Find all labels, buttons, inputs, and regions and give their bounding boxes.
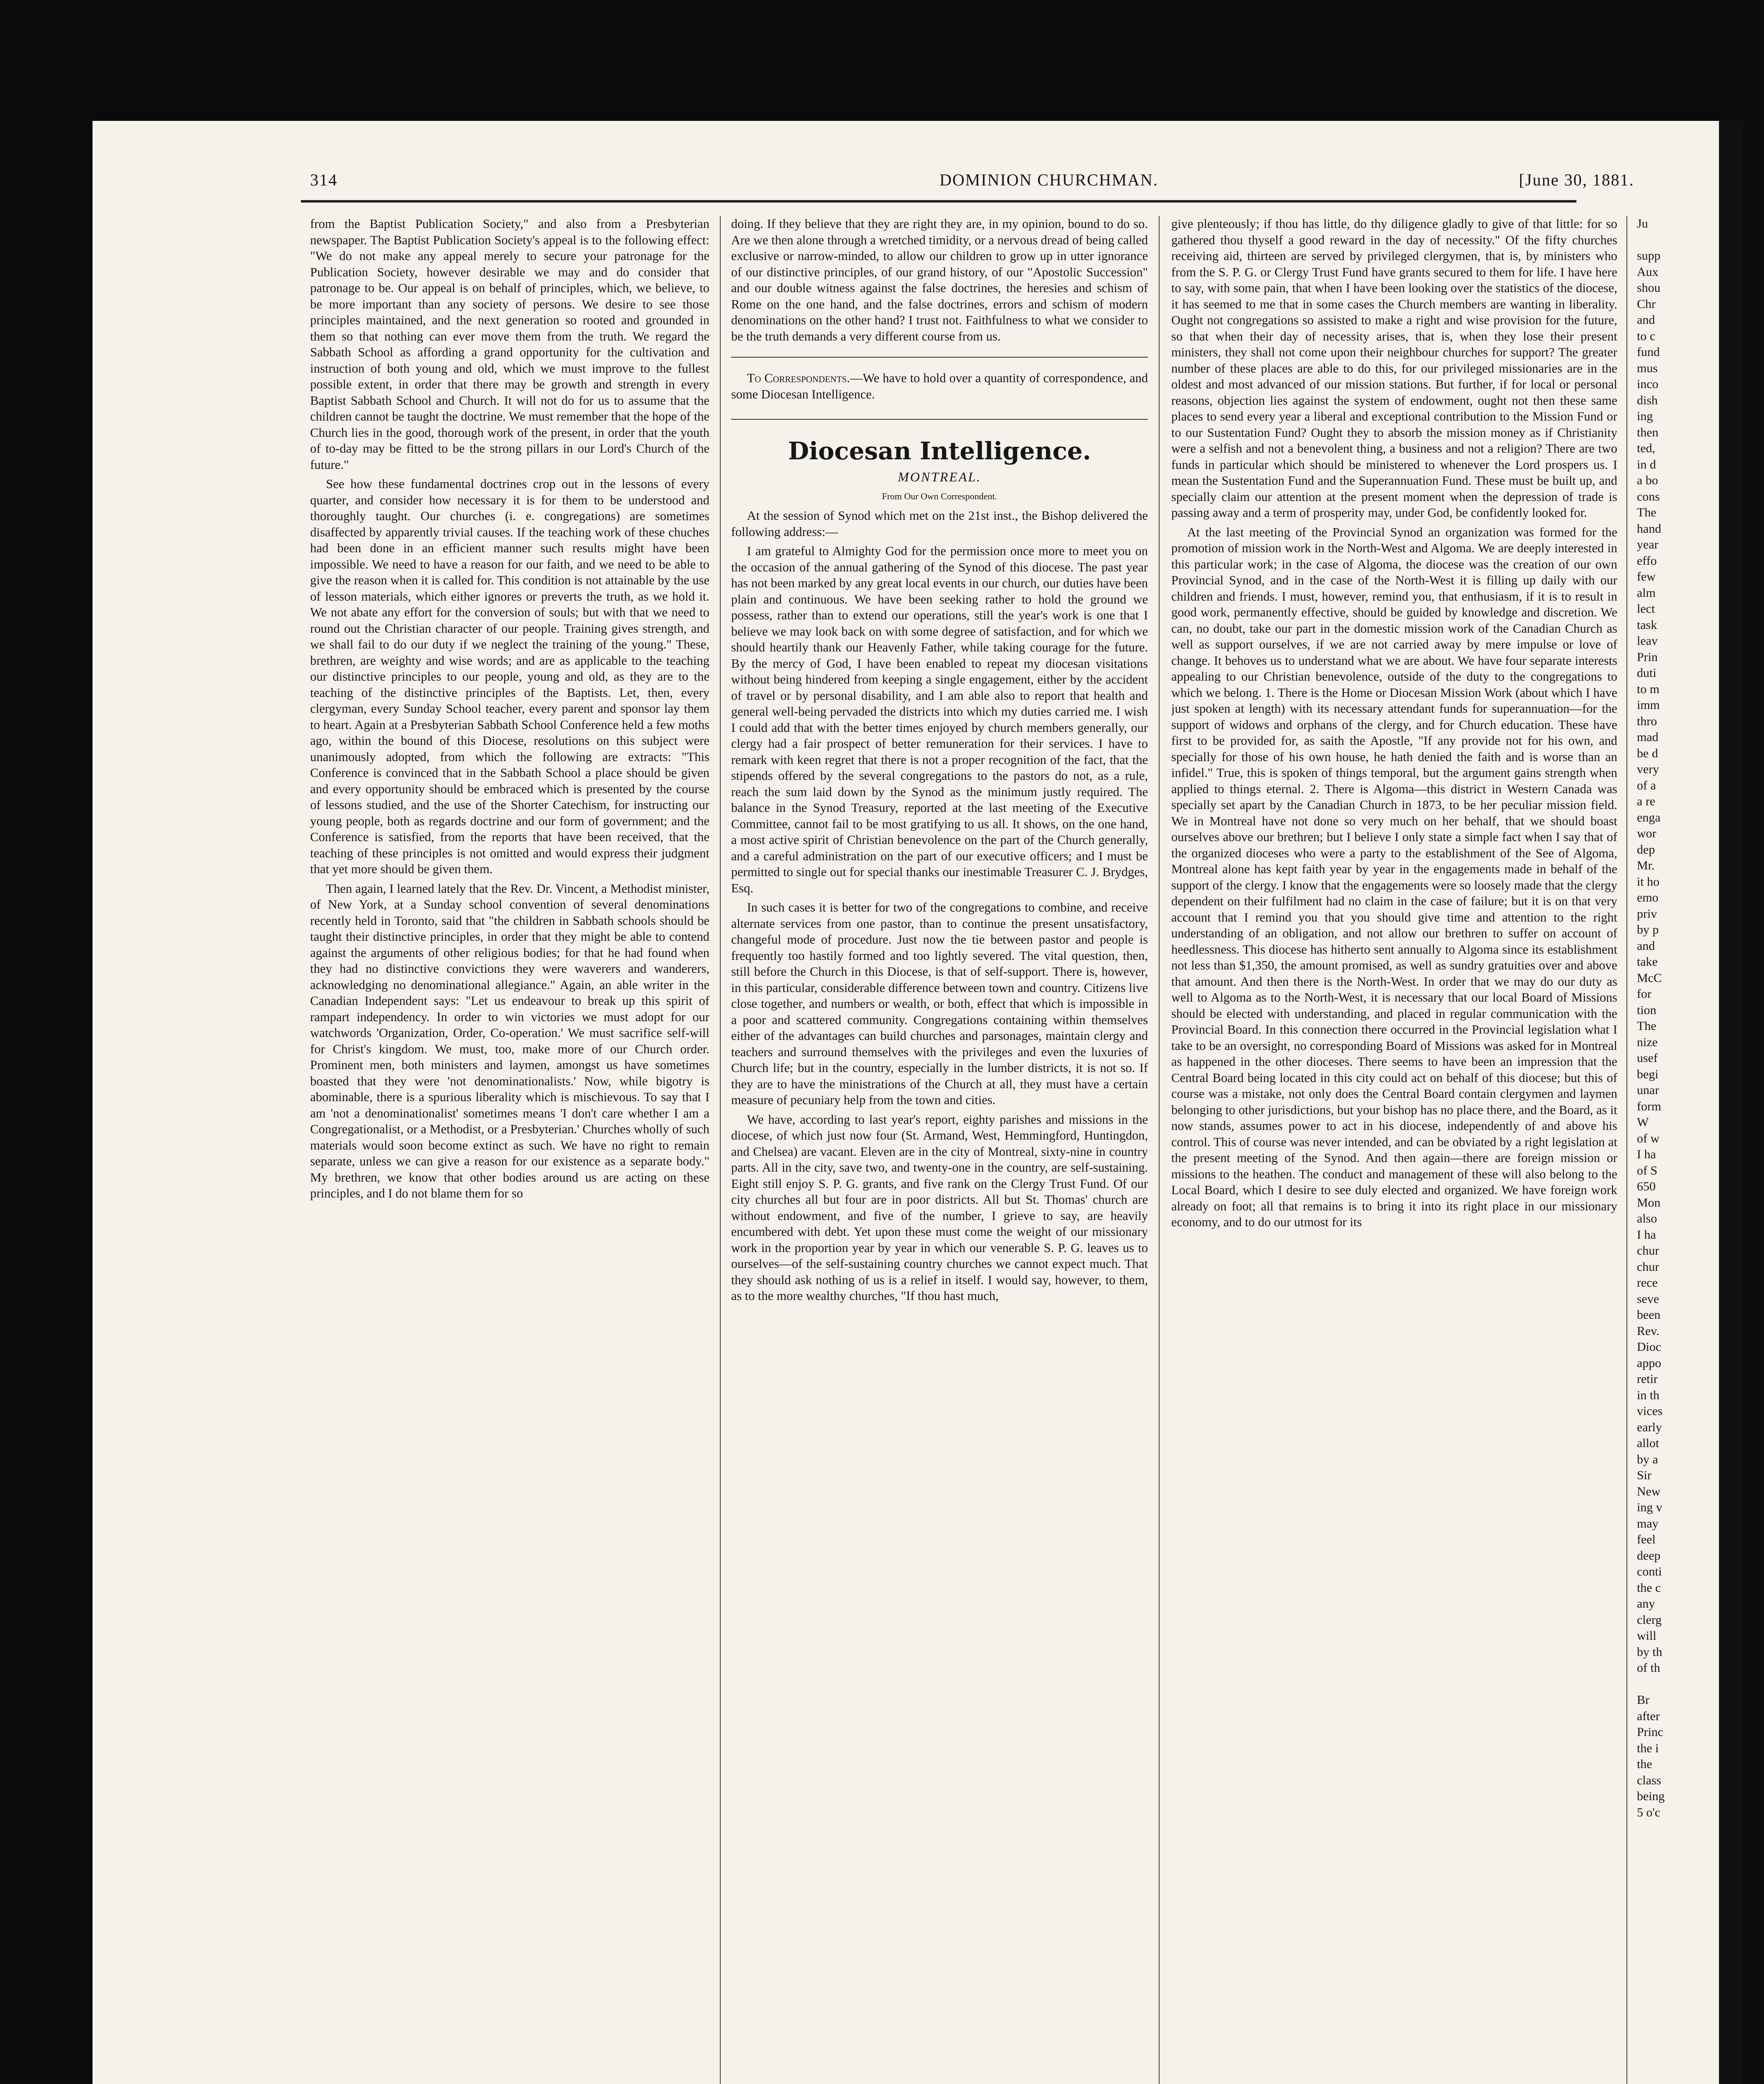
- cropped-line: I ha: [1637, 1227, 1656, 1242]
- cropped-line: to m: [1637, 682, 1660, 696]
- cropped-line: by p: [1637, 923, 1659, 937]
- cropped-line: shou: [1637, 281, 1661, 295]
- cropped-line: Sir: [1637, 1468, 1652, 1482]
- paragraph: Then again, I learned lately that the Rev. Dr. Vincent, a Methodist minister, of New York, at a Sunday school convention of several denominations recently held in Toronto, said that "the children in Sabbath schools should be taught their distinctive principles, in order that they might be able to contend against the arguments of other religious bodies; for that he had found when they had no distinctive convictions they were waverers and wanderers, acknowledging no denominational allegiance." Again, an able writer in the Canadian Independent says: "Let us endeavour to break up this spirit of rampart independency. In order to win victories we must adopt for our watchwords 'Organization, Order, Co-operation.' We must sacrifice self-will for Christ's kingdom. We must, too, make more of our Church order. Prominent men, both ministers and laymen, amongst us have sometimes boasted that they were 'not denominationalists.' Now, while bigotry is abominable, there is a spurious liberality which is mischievous. To say that I am 'not a denominationalist' sometimes means 'I don't care whether I am a Congregationalist, or a Methodist, or a Presbyterian.' Churches wholly of such materials would soon become extinct as such. We have no right to remain separate, unless we can give a reason for our existence as a separate body." My brethren, we know that other bodies around us are acting on these principles, and I do not blame them for so: [310, 881, 709, 1200]
- paragraph: I am grateful to Almighty God for the permission once more to meet you on the occasion of the annual gathering of the Synod of this diocese. The past year has not been marked by any great local events in our church, our duties have been plain and continuous. We have been seeking rather to hold the ground we possess, rather than to extend our operations, still the year's work is one that I believe we may look back on with some degree of satisfaction, and for which we should heartily thank our Heavenly Father, while taking courage for the future. By the mercy of God, I have been enabled to repeat my diocesan visitations without being hindered from keeping a single engagement, either by the accident of travel or by personal disability, and I am able also to report that health and general well-being pervaded the districts into which my duties carried me. I wish I could add that with the better times enjoyed by church members generally, our clergy had a fair prospect of better remuneration for their services. I have to remark with keen regret that there is not a proper recognition of the fact, that the stipends offered by the several congregations to the pastors do not, as a rule, reach the sum laid down by the Synod as the minimum justly required. The balance in the Synod Treasury, reported at the last meeting of the Executive Committee, cannot fail to be most gratifying to us all. It shows, on the one hand, a most active spirit of Christian benevolence on the part of the Church generally, and a careful administration on the part of our executive officers; and I must be permitted to single out for special thanks our inestimable Treasurer C. J. Brydges, Esq.: [731, 544, 1148, 895]
- cropped-line: Prin: [1637, 650, 1658, 664]
- cropped-line: may: [1637, 1516, 1659, 1530]
- cropped-line: very: [1637, 762, 1659, 776]
- cropped-line: the: [1637, 1757, 1652, 1771]
- cropped-line: effo: [1637, 554, 1657, 568]
- cropped-line: fund: [1637, 345, 1660, 359]
- cropped-line: in th: [1637, 1388, 1660, 1402]
- cropped-line: then: [1637, 425, 1659, 439]
- cropped-line: of a: [1637, 778, 1656, 792]
- cropped-line: 5 o'c: [1637, 1805, 1661, 1819]
- cropped-line: dep: [1637, 842, 1655, 857]
- cropped-line: a bo: [1637, 473, 1658, 487]
- column-1: [310, 216, 709, 2084]
- cropped-line: mad: [1637, 730, 1659, 744]
- cropped-line: chur: [1637, 1260, 1659, 1274]
- cropped-line: ted,: [1637, 441, 1656, 455]
- cropped-line: leav: [1637, 634, 1658, 648]
- cropped-line: mus: [1637, 361, 1658, 375]
- cropped-line: New: [1637, 1484, 1661, 1498]
- cropped-line: clerg: [1637, 1613, 1662, 1627]
- cropped-line: any: [1637, 1597, 1655, 1611]
- cropped-line: retir: [1637, 1372, 1658, 1386]
- scan-edge: [1719, 121, 1743, 2084]
- section-title: Diocesan Intelligence.: [788, 437, 1091, 465]
- cropped-line: of w: [1637, 1131, 1660, 1145]
- paragraph: In such cases it is better for two of the congregations to combine, and receive alternate services from one pastor, than to continue the present unsatisfactory, changeful mode of procedure. Just now the tie between pastor and people is frequently too hastily formed and too lightly severed. The vital question, then, still before the Church in this Diocese, is that of self-support. There is, however, in this particular, considerable difference between town and country. Citizens live close together, and numbers or wealth, or both, effect that which is impossible in a poor and scattered community. Congregations containing within themselves either of the advantages can build churches and parsonages, maintain clergy and teachers and surround themselves with the privileges and even the luxuries of Church life; but in the country, especially in the lumber districts, it is not so. If they are to have the ministrations of the Church at all, they must have a certain measure of pecuniary help from the town and cities.: [731, 900, 1148, 1107]
- cropped-line: conti: [1637, 1565, 1662, 1578]
- cropped-line: ing v: [1637, 1500, 1662, 1514]
- cropped-line: cons: [1637, 489, 1660, 503]
- cropped-line: Br: [1637, 1693, 1649, 1707]
- cropped-line: alm: [1637, 586, 1656, 600]
- correspondents-notice: [731, 370, 1148, 402]
- cropped-line: wor: [1637, 827, 1656, 840]
- cropped-line: Princ: [1637, 1725, 1664, 1739]
- cropped-line: rece: [1637, 1276, 1658, 1290]
- cropped-line: the i: [1637, 1741, 1659, 1755]
- cropped-line: Ju: [1637, 217, 1648, 230]
- cropped-line: Chr: [1637, 297, 1656, 311]
- cropped-line: to c: [1637, 329, 1656, 343]
- cropped-line: Mr.: [1637, 859, 1655, 872]
- cropped-line: unar: [1637, 1083, 1659, 1097]
- cropped-line: The: [1637, 506, 1656, 519]
- column-rule: [720, 216, 721, 2084]
- column-3: [1171, 216, 1617, 2084]
- cropped-line: for: [1637, 987, 1651, 1001]
- cropped-line: form: [1637, 1099, 1661, 1113]
- column-4-cropped: [1637, 216, 1720, 2084]
- cropped-line: dish: [1637, 393, 1658, 407]
- cropped-line: hand: [1637, 521, 1661, 536]
- cropped-line: after: [1637, 1709, 1660, 1723]
- cropped-line: nize: [1637, 1035, 1658, 1049]
- cropped-line: I ha: [1637, 1147, 1656, 1161]
- cropped-line: begi: [1637, 1067, 1659, 1081]
- cropped-line: duti: [1637, 666, 1656, 680]
- cropped-line: Rev.: [1637, 1324, 1659, 1338]
- cropped-line: McC: [1637, 971, 1662, 985]
- cropped-line: and: [1637, 313, 1655, 327]
- column-2: [731, 216, 1148, 2084]
- cropped-line: being: [1637, 1789, 1665, 1803]
- cropped-line: be d: [1637, 746, 1658, 760]
- cropped-line: priv: [1637, 907, 1657, 921]
- divider: [731, 357, 1148, 358]
- cropped-line: chur: [1637, 1244, 1659, 1257]
- issue-date: [June 30, 1881.: [1519, 170, 1634, 189]
- cropped-line: it ho: [1637, 874, 1660, 889]
- paper-title: DOMINION CHURCHMAN.: [940, 170, 1158, 189]
- page-header: [310, 170, 1743, 195]
- cropped-line: appo: [1637, 1356, 1661, 1370]
- cropped-line: Dioc: [1637, 1340, 1661, 1354]
- header-rule: [301, 200, 1576, 203]
- cropped-line: Mon: [1637, 1195, 1661, 1210]
- paragraph: See how these fundamental doctrines crop out in the lessons of every quarter, and consider how necessary it is for them to be understood and thoroughly taught. Our churches (i. e. congregations) are sometimes disaffected by apparently trivial causes. If the teaching work of these chuches had been done in an efficient manner such results might have been impossible. We need to have a reason for our faith, and we need to be able to give the reason when it is called for. This condition is not attainable by the use of lesson materials, which either ignores or preverts the truth, as we hold it. We not abate any effort for the conversion of souls; but with that we need to round out the Christian character of our people. Training gives strength, and we shall fail to do our duty if we neglect the training of the young." These, brethren, are weighty and wise words; and are as applicable to the teaching our distinctive principles to our people, young and old, as they are to the teaching of the distinctive principles of the Baptists. Let, then, every clergyman, every Sunday School teacher, every parent and sponsor lay them to heart. Again at a Presbyterian Sabbath School Conference held a few moths ago, within the bound of this Diocese, resolutions on this subject were unanimously adopted, from which the following are extracts: "This Conference is convinced that in the Sabbath School a place should be given and every opportunity should be embraced which is presented by the course of lessons studied, and the use of the Shorter Catechism, for instructing our young people, both as regards doctrine and our form of government; and the Conference is satisfied, from the reports that have been received, that the teaching of these principles is not omitted and would express their judgment that yet more should be given them.: [310, 477, 709, 876]
- paragraph: give plenteously; if thou has little, do thy diligence gladly to give of that little: for so gathered thou thyself a good reward in the day of necessity." Of the fifty churches receiving aid, thirteen are served by privileged clergymen, that is, by ministers who from the S. P. G. or Clergy Trust Fund have grants secured to them for life. I have here to say, with some pain, that when I have been looking over the statistics of the diocese, it has seemed to me that in some cases the Church members are wanting in liberality. Ought not congregations so assisted to make a right and wise provision for the future, so that when their day of necessity arises, that is, when they lose their present ministers, they shall not come upon their neighbour churches for support? The greater number of these places are able to do this, for our privileged missionaries are in the oldest and most advanced of our mission stations. But further, if for local or personal reasons, objection lies against the system of endowment, ought not then these same places to send every year a liberal and exceptional contribution to the Mission Fund or to our Sustentation Fund? Ought they to absorb the mission money as if Christianity were a selfish and not a benevolent thing, a business and not a religion? There are two funds in particular which should be ministered to whenever the Lord prospers us. I mean the Sustentation Fund and the Superannuation Fund. These must be built up, and specially claim our attention at the present moment when the depression of trade is passing away and a term of prosperity may, under God, be confidently looked for.: [1171, 217, 1617, 520]
- cropped-line: enga: [1637, 810, 1661, 824]
- cropped-line: take: [1637, 955, 1658, 969]
- cropped-line: feel: [1637, 1533, 1656, 1546]
- cropped-line: the c: [1637, 1581, 1661, 1595]
- correspondents-label: To Correspondents.: [747, 371, 850, 385]
- dateline: MONTREAL.: [897, 469, 982, 484]
- paragraph: At the session of Synod which met on the 21st inst., the Bishop delivered the following address:—: [731, 508, 1148, 539]
- cropped-line: tion: [1637, 1003, 1656, 1017]
- cropped-line: by th: [1637, 1645, 1662, 1659]
- column-rule: [1159, 216, 1160, 2084]
- cropped-line: seve: [1637, 1292, 1659, 1306]
- cropped-line: year: [1637, 538, 1659, 551]
- cropped-line: usef: [1637, 1051, 1658, 1065]
- cropped-line: 650: [1637, 1180, 1656, 1193]
- cropped-line: early: [1637, 1420, 1662, 1434]
- cropped-line: a re: [1637, 794, 1656, 808]
- cropped-line: emo: [1637, 891, 1659, 904]
- cropped-line: of th: [1637, 1661, 1660, 1675]
- correspondents-text: —We have to hold over a quantity of correspondence, and some Diocesan Intelligence.: [731, 371, 1148, 401]
- cropped-line: in d: [1637, 457, 1656, 471]
- paragraph: from the Baptist Publication Society," and also from a Presbyterian newspaper. The Baptist Publication Society's appeal is to the following effect: "We do not make any appeal merely to secure your patronage for the Publication Society, however desirable we may and do consider that patronage to be. Our appeal is on behalf of principles, which, we believe, to be more important than any society of persons. We desire to see those principles maintained, and the next generation so rooted and grounded in them so that nothing can ever move them from the truth. We regard the Sabbath School as affording a grand opportunity for the cultivation and instruction of both young and old, which we must improve to the fullest possible extent, in order that there may be growth and strength in every Baptist Sabbath School and Church. It will not do for us to assume that the children cannot be taught the doctrine. We must remember that the hope of the Church lies in the good, thorough work of the present, in order that the youth of to-day may be fitted to be the strong pillars in our Lord's Church of the future.": [310, 217, 709, 472]
- cropped-line: inco: [1637, 377, 1659, 391]
- cropped-line: [1637, 232, 1720, 248]
- cropped-line: will: [1637, 1629, 1656, 1643]
- cropped-line: been: [1637, 1308, 1661, 1322]
- cropped-line: vices: [1637, 1404, 1663, 1418]
- cropped-line: also: [1637, 1212, 1657, 1225]
- divider: [731, 419, 1148, 420]
- paragraph: doing. If they believe that they are right they are, in my opinion, bound to do so. Are we then alone through a wretched timidity, or a nervous dread of being called exclusive or narrow-minded, to allow our children to grow up in utter ignorance of our distinctive principles, of our grand history, of our "Apostolic Succession" and our double witness against the false doctrines, the heresies and schism of Rome on the one hand, and the false doctrines, errors and schism of modern denominations on the other hand? I trust not. Faithfulness to what we consider to be the truth demands a very different course from us.: [731, 217, 1148, 343]
- page-number: 314: [310, 170, 338, 189]
- cropped-line: and: [1637, 939, 1655, 953]
- cropped-line: of S: [1637, 1163, 1658, 1177]
- cropped-line: [1637, 1676, 1720, 1693]
- cropped-line: class: [1637, 1773, 1661, 1787]
- cropped-line: The: [1637, 1019, 1656, 1033]
- cropped-line: deep: [1637, 1548, 1661, 1563]
- byline: From Our Own Correspondent.: [882, 491, 997, 501]
- column-rule: [1626, 216, 1627, 2084]
- cropped-line: lect: [1637, 602, 1655, 616]
- cropped-line: by a: [1637, 1452, 1658, 1466]
- cropped-line: imm: [1637, 698, 1660, 712]
- paragraph: We have, according to last year's report, eighty parishes and missions in the diocese, of which just now four (St. Armand, West, Hemmingford, Huntingdon, and Chelsea) are vacant. Eleven are in the city of Montreal, sixty-nine in country parts. All in the city, save two, and twenty-one in the country, are self-sustaining. Eight still enjoy S. P. G. grants, and five rank on the Clergy Trust Fund. Of our city churches all but four are in poor districts. All but St. Thomas' church are without endowment, and five of the number, I grieve to say, are heavily encumbered with debt. Yet upon these must come the weight of our missionary work in the proportion year by year in which our venerable S. P. G. leaves us to ourselves—of the self-sustaining country churches we cannot expect much. That they should ask nothing of us is a relief in itself. I would say, however, to them, as to the more wealthy churches, "If thou hast much,: [731, 1112, 1148, 1303]
- cropped-line: allot: [1637, 1436, 1659, 1450]
- newspaper-page: [93, 121, 1743, 2084]
- cropped-line: ing: [1637, 409, 1653, 423]
- cropped-line: thro: [1637, 714, 1657, 728]
- cropped-line: W: [1637, 1115, 1649, 1129]
- cropped-line: Aux: [1637, 265, 1659, 279]
- cropped-line: supp: [1637, 249, 1661, 263]
- cropped-line: task: [1637, 618, 1657, 632]
- paragraph: At the last meeting of the Provincial Synod an organization was formed for the promotion of mission work in the North-West and Algoma. We are deeply interested in this particular work; in the case of Algoma, the diocese was the creation of our own Provincial Synod, and in the case of the North-West it is filling up daily with our children and friends. I must, however, remind you, that enthusiasm, if it is to result in good work, permanently effective, should be guided by knowledge and discretion. We can, no doubt, take our part in the domestic mission work of the Canadian Church as well as support ourselves, if we are not carried away by mere impulse or love of change. It behoves us to understand what we are about. We have four separate interests appealing to our Christian benevolence, outside of the duty to the congregations to which we belong. 1. There is the Home or Diocesan Mission Work (about which I have just spoken at length) with its necessary attendant funds for superannuation—for the support of widows and orphans of the clergy, and for Church education. These have first to be provided for, as saith the Apostle, "If any provide not for his own, and specially for those of his own house, he hath denied the faith and is worse than an infidel." True, this is spoken of things temporal, but the argument gains strength when applied to things eternal. 2. There is Algoma—this district in Western Canada was specially set apart by the Canadian Church in 1873, to be her peculiar mission field. We in Montreal have not done so very much on her behalf, that we should boast ourselves above our brethren; but I believe I only state a simple fact when I say that of the organized dioceses who were a party to the establishment of the See of Algoma, Montreal alone has kept faith year by year in the engagements made in behalf of the support of the clergy. I know that the engagements were so loosely made that the clergy dependent on their fulfilment had no claim in the case of failure; but it is on that very account that I remind you that you should give time and attention to the right understanding of an obligation, and not allow our brethren to suffer on account of heedlessness. This diocese has hitherto sent annually to Algoma since its establishment not less than $1,350, the amount promised, as well as sundry gratuities over and above that amount. And then there is the North-West. In order that we may do our duty as well to Algoma as to the North-West, it is necessary that our local Board of Missions should be elected with understanding, and placed in regular communication with the Provincial Board. In this connection there occurred in the Provincial legislation what I take to be an oversight, no corresponding Board of Missions was asked for in Montreal as happened in the other dioceses. There seems to have been an impression that the Central Board being located in this city could act on behalf of this diocese; but this of course was a mistake, not only does the Central Board contain clergymen and laymen belonging to other jurisdictions, but your bishop has no place there, and the Board, as it now stands, assumes power to act in his diocese, independently of and above his control. This of course was never intended, and can be obviated by a right legislation at the present meeting of the Synod. And then again—there are foreign mission or missions to the heathen. The conduct and management of these will also belong to the Local Board, which I desire to see duly elected and organized. We have foreign work already on foot; all that remains is to bring it into its right place in our missionary economy, and to do our utmost for its: [1171, 525, 1617, 1229]
- cropped-line: few: [1637, 570, 1656, 584]
